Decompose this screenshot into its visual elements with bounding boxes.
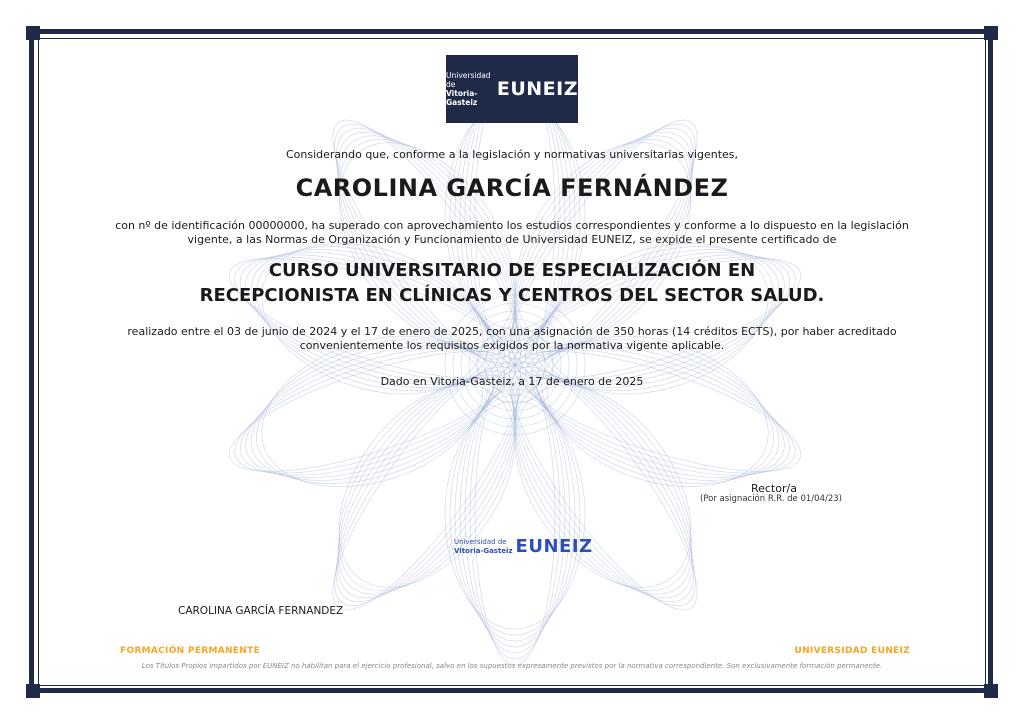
seal-line-1: Universidad de: [454, 538, 507, 546]
guilloche-ring: [460, 383, 570, 647]
corner-ornament-bottom-left: [26, 684, 40, 698]
rector-note: (Por asignación R.R. de 01/04/23): [700, 494, 842, 504]
guilloche-ring: [303, 353, 550, 620]
seal-subtitle: [454, 538, 513, 555]
corner-ornament-top-right: [984, 26, 998, 40]
university-logo: [446, 55, 578, 123]
guilloche-ring: [480, 353, 727, 620]
seal-line-2: Vitoria-Gasteiz: [454, 546, 513, 555]
logo-line-1: Universidad de: [446, 71, 491, 89]
course-line-2: RECEPCIONISTA EN CLÍNICAS Y CENTROS DEL SECTOR SALUD.: [199, 285, 825, 306]
rector-title: Rector/a: [751, 482, 797, 495]
body-paragraph: [0, 219, 1024, 247]
university-seal: [454, 536, 593, 557]
intro-text: Considerando que, conforme a la legislación y normativas universitarias vigentes,: [285, 148, 739, 161]
seal-brand: EUNEIZ: [515, 536, 593, 557]
body-line-2: vigente, a las Normas de Organización y Funcionamiento de Universidad EUNEIZ, se expide el presente certificado de: [187, 233, 837, 246]
logo-line-2: Vitoria-Gasteiz: [446, 89, 478, 107]
issue-place-date: Dado en Vitoria-Gasteiz, a 17 de enero de 2025: [380, 375, 644, 388]
logo-brand: EUNEIZ: [496, 78, 578, 100]
footer-disclaimer: Los Títulos Propios impartidos por EUNEIZ no habilitan para el ejercicio profesional, salvo en los supuestos expresamente previstos por la normativa correspondiente. Son exclusivamente formación permanente.: [141, 662, 883, 670]
recipient-name: CAROLINA GARCÍA FERNÁNDEZ: [295, 174, 729, 202]
footer-university-label: UNIVERSIDAD EUNEIZ: [794, 646, 910, 656]
corner-ornament-top-left: [26, 26, 40, 40]
logo-subtitle: [446, 71, 493, 107]
body-line-1: con nº de identificación 00000000, ha superado con aprovechamiento los estudios correspondientes y conforme a lo dispuesto en la legislación: [115, 219, 909, 232]
course-title: [0, 258, 1024, 308]
footer-program-label: FORMACIÓN PERMANENTE: [120, 646, 261, 656]
dates-line-2: convenientemente los requisitos exigidos por la normativa vigente aplicable.: [299, 339, 725, 352]
guilloche-petal: [445, 365, 585, 665]
holder-signature-name: CAROLINA GARCÍA FERNANDEZ: [178, 605, 344, 617]
corner-ornament-bottom-right: [984, 684, 998, 698]
guilloche-ring: [475, 365, 555, 665]
dates-paragraph: [0, 325, 1024, 353]
course-line-1: CURSO UNIVERSITARIO DE ESPECIALIZACIÓN EN: [268, 260, 756, 281]
dates-line-1: realizado entre el 03 de junio de 2024 y el 17 de enero de 2025, con una asignación de 350 horas (14 créditos ECTS), por haber acreditado: [127, 325, 897, 338]
guilloche-ring: [305, 347, 549, 625]
